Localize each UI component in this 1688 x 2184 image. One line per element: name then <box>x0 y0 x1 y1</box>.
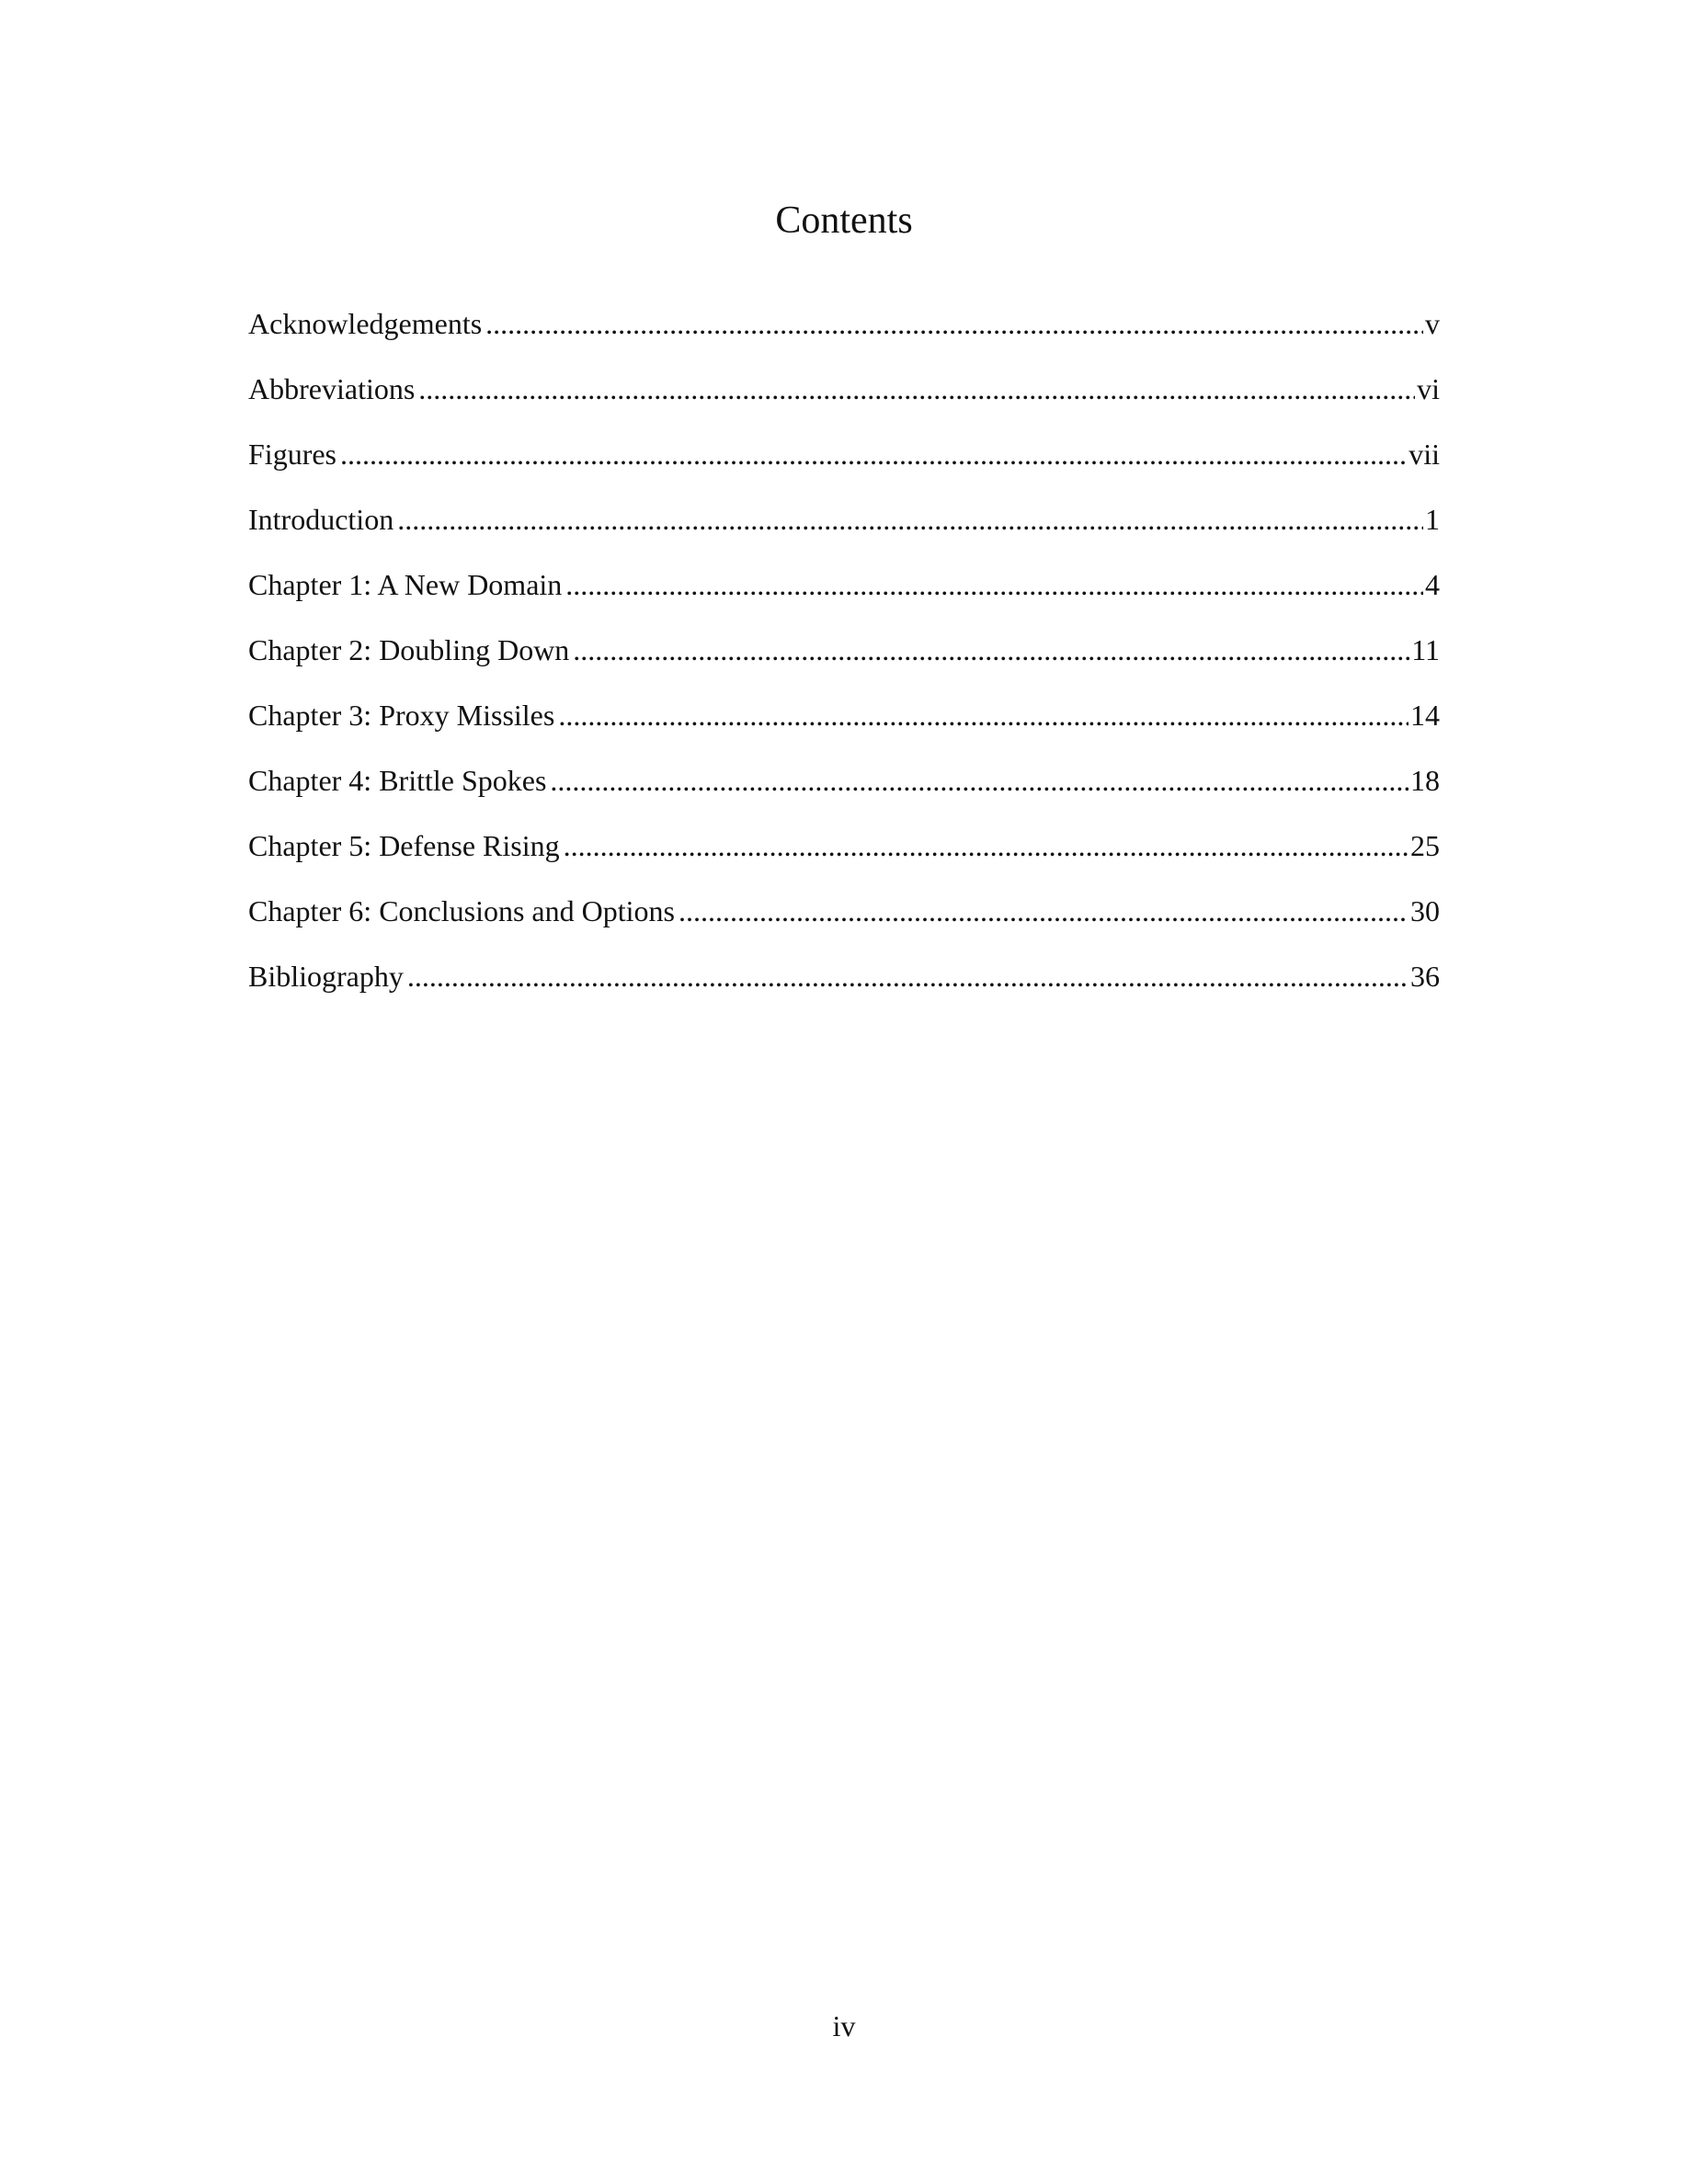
dot-leader <box>397 499 1423 540</box>
dot-leader <box>418 369 1415 409</box>
toc-entry-page: vii <box>1409 438 1440 471</box>
dot-leader <box>340 434 1407 474</box>
dot-leader <box>550 760 1409 801</box>
toc-entry-page: 25 <box>1410 829 1440 862</box>
toc-entry-page: 18 <box>1410 764 1440 797</box>
toc-entry-label: Chapter 2: Doubling Down <box>248 633 570 666</box>
toc-entry-label: Chapter 3: Proxy Missiles <box>248 699 555 732</box>
dot-leader <box>573 630 1409 670</box>
dot-leader <box>565 564 1423 605</box>
toc-entry-chapter-6[interactable] <box>248 891 1440 956</box>
toc-entry-chapter-3[interactable] <box>248 695 1440 760</box>
toc-entry-label: Figures <box>248 438 336 471</box>
table-of-contents <box>248 303 1440 1021</box>
toc-entry-chapter-2[interactable] <box>248 630 1440 695</box>
toc-entry-label: Introduction <box>248 503 394 536</box>
toc-entry-page: v <box>1425 307 1440 340</box>
toc-entry-label: Chapter 1: A New Domain <box>248 568 563 601</box>
toc-entry-acknowledgements[interactable] <box>248 303 1440 369</box>
toc-entry-page: 36 <box>1410 960 1440 993</box>
toc-entry-introduction[interactable] <box>248 499 1440 564</box>
page-number: iv <box>832 2009 856 2042</box>
toc-entry-label: Chapter 6: Conclusions and Options <box>248 894 675 927</box>
toc-entry-label: Bibliography <box>248 960 404 993</box>
dot-leader <box>679 891 1409 931</box>
page-title: Contents <box>775 199 913 242</box>
dot-leader <box>407 956 1409 996</box>
toc-entry-label: Abbreviations <box>248 372 416 405</box>
toc-entry-label: Chapter 4: Brittle Spokes <box>248 764 547 797</box>
toc-entry-page: 30 <box>1410 894 1440 927</box>
toc-entry-label: Acknowledgements <box>248 307 483 340</box>
toc-entry-chapter-1[interactable] <box>248 564 1440 630</box>
toc-entry-chapter-4[interactable] <box>248 760 1440 825</box>
toc-entry-page: 14 <box>1410 699 1440 732</box>
toc-entry-page: vi <box>1417 372 1440 405</box>
toc-entry-abbreviations[interactable] <box>248 369 1440 434</box>
toc-entry-figures[interactable] <box>248 434 1440 499</box>
toc-entry-page: 4 <box>1425 568 1440 601</box>
toc-entry-page: 11 <box>1411 633 1440 666</box>
toc-entry-page: 1 <box>1425 503 1440 536</box>
toc-entry-chapter-5[interactable] <box>248 825 1440 891</box>
dot-leader <box>564 825 1409 866</box>
dot-leader <box>485 303 1423 344</box>
dot-leader <box>558 695 1409 735</box>
toc-entry-bibliography[interactable] <box>248 956 1440 1021</box>
toc-entry-label: Chapter 5: Defense Rising <box>248 829 560 862</box>
